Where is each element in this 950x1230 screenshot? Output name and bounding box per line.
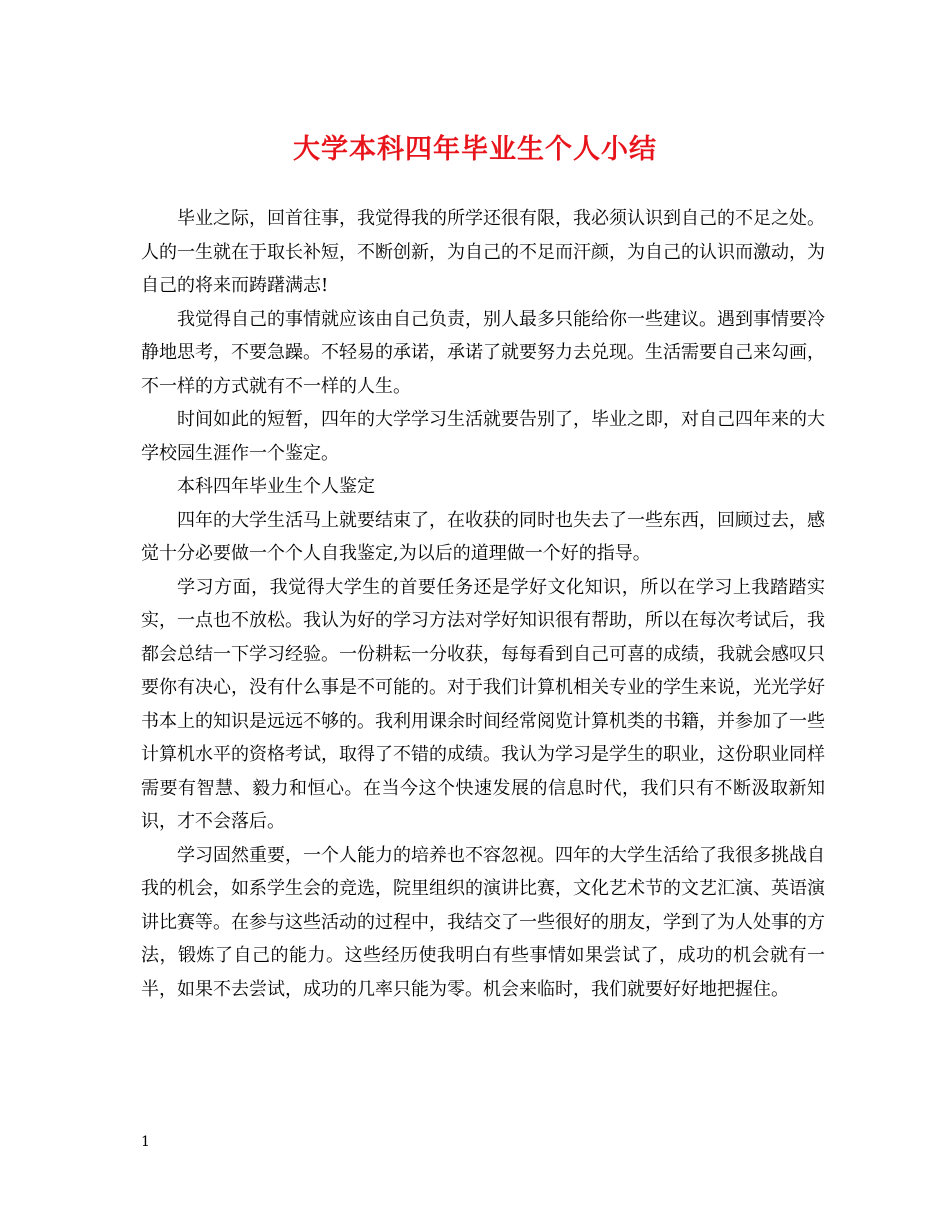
paragraph: 毕业之际，回首往事，我觉得我的所学还很有限，我必须认识到自己的不足之处。人的一生就在于取长补短，不断创新，为自己的不足而汗颜，为自己的认识而激动，为自己的将来而踌躇满志! xyxy=(141,208,825,296)
document-body xyxy=(141,202,825,1006)
paragraph: 学习方面，我觉得大学生的首要任务还是学好文化知识，所以在学习上我踏踏实实，一点也不放松。我认为好的学习方法对学好知识很有帮助，所以在每次考试后，我都会总结一下学习经验。一份耕耘一分收获，每每看到自己可喜的成绩，我就会感叹只要你有决心，没有什么事是不可能的。对于我们计算机相关专业的学生来说，光光学好书本上的知识是远远不够的。我利用课余时间经常阅览计算机类的书籍，并参加了一些计算机水平的资格考试，取得了不错的成绩。我认为学习是学生的职业，这份职业同样需要有智慧、毅力和恒心。在当今这个快速发展的信息时代，我们只有不断汲取新知识，才不会落后。 xyxy=(141,576,825,832)
paragraph: 我觉得自己的事情就应该由自己负责，别人最多只能给你一些建议。遇到事情要冷静地思考，不要急躁。不轻易的承诺，承诺了就要努力去兑现。生活需要自己来勾画，不一样的方式就有不一样的人生。 xyxy=(141,308,825,397)
page-number: 1 xyxy=(141,1134,150,1150)
document-title: 大学本科四年毕业生个人小结 xyxy=(293,134,657,165)
section-heading: 本科四年毕业生个人鉴定 xyxy=(177,476,375,497)
paragraph: 四年的大学生活马上就要结束了，在收获的同时也失去了一些东西，回顾过去，感觉十分必要做一个个人自我鉴定,为以后的道理做一个好的指导。 xyxy=(141,509,825,564)
paragraph: 时间如此的短暂，四年的大学学习生活就要告别了，毕业之即，对自己四年来的大学校园生涯作一个鉴定。 xyxy=(141,409,825,464)
paragraph: 学习固然重要，一个人能力的培养也不容忽视。四年的大学生活给了我很多挑战自我的机会，如系学生会的竞选，院里组织的演讲比赛，文化艺术节的文艺汇演、英语演讲比赛等。在参与这些活动的过程中，我结交了一些很好的朋友，学到了为人处事的方法，锻炼了自己的能力。这些经历使我明白有些事情如果尝试了，成功的机会就有一半，如果不去尝试，成功的几率只能为零。机会来临时，我们就要好好地把握住。 xyxy=(141,844,825,1000)
